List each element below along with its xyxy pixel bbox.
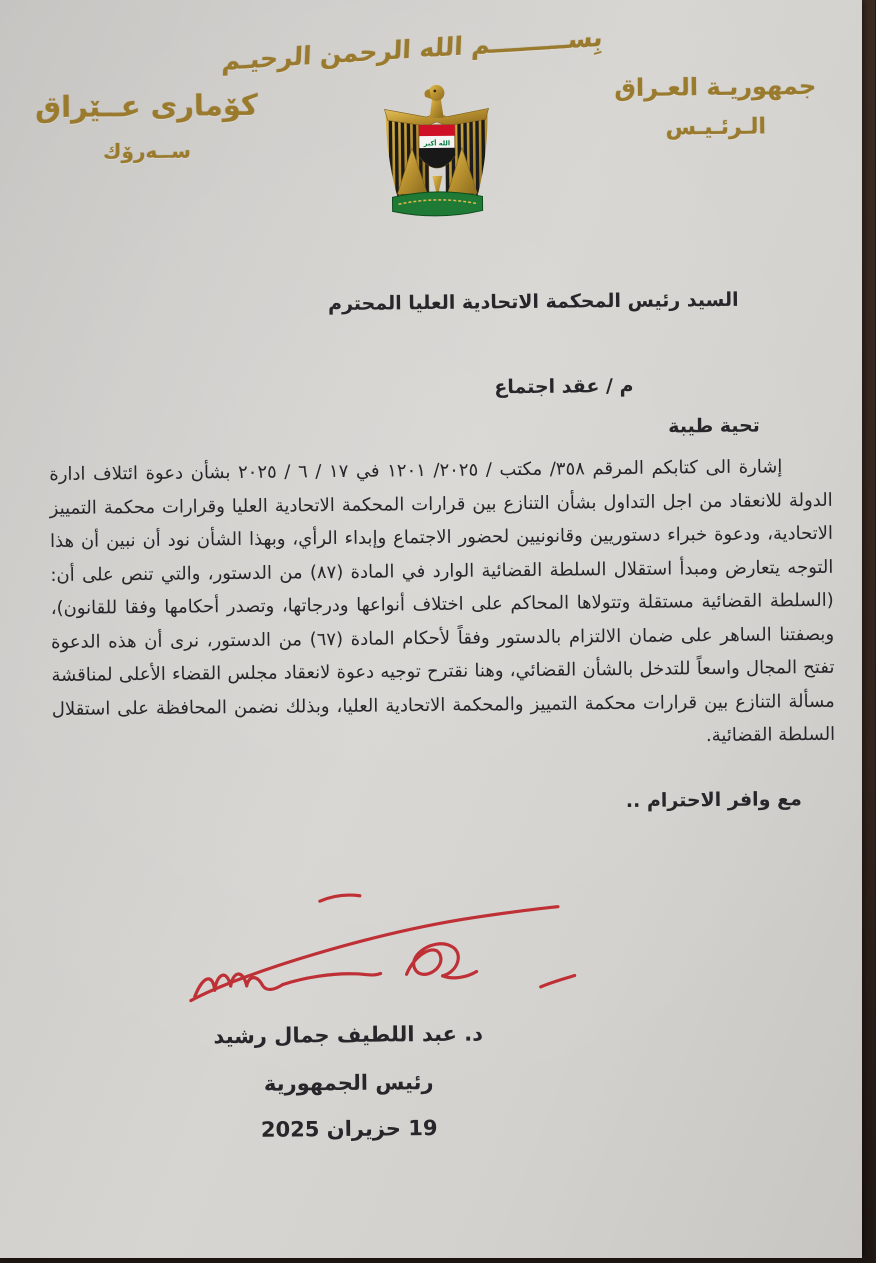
signatory-name: د. عبد اللطيف جمال رشيد	[214, 1021, 485, 1049]
header-kurdish-block	[22, 88, 273, 165]
president-signature-ink	[175, 886, 588, 1022]
kurdish-republic-of-iraq: كۆمارى عــێراق	[36, 87, 259, 125]
flag-shield	[420, 125, 456, 168]
letter-date: 19 حزيران 2025	[261, 1115, 439, 1142]
signatory-title: رئيس الجمهورية	[264, 1069, 435, 1096]
letter-body: إشارة الى كتابكم المرقم ٣٥٨/ مكتب / ٢٠٢٥/ ١٢٠١ في ١٧ / ٦ / ٢٠٢٥ بشأن دعوة ائتلاف ادارة الدولة للانعقاد من اجل التداول بشأن التنازع بين قرارات المحكمة الاتحادية العليا وقرارات محكمة التمييز الاتحادية، ودعوة خبراء دستوريين وقانونيين لحضور الاجتماع وإبداء الرأي، وبهذا الشأن نود أن نبين أن هذا التوجه يتعارض ومبدأ استقلال السلطة القضائية الوارد في المادة (٨٧) من الدستور، والتي تنص على أن: (السلطة القضائية مستقلة وتتولاها المحاكم على اختلاف أنواعها ودرجاتها، وتصدر أحكامها وفقا للقانون)، وبصفتنا الساهر على ضمان الالتزام بالدستور وفقاً لأحكام المادة (٦٧) من الدستور، نرى أن هذه الدعوة تفتح المجال واسعاً للتدخل بالشأن القضائي، وهنا نقترح توجيه دعوة لانعقاد مجلس القضاء الأعلى لمناقشة مسألة التنازع بين قرارات محكمة التمييز والمحكمة الاتحادية العليا، وبذلك نضمن المحافظة على استقلال السلطة القضائية.	[50, 456, 837, 747]
iraq-coat-of-arms-icon	[380, 79, 496, 230]
emblem-base	[393, 191, 483, 216]
arabic-president: الـرئـيـس	[666, 114, 768, 141]
closing-line: مع وافر الاحترام ..	[626, 788, 803, 812]
kurdish-president: ســەرۆك	[103, 138, 192, 164]
addressee-line: السيد رئيس المحكمة الاتحادية العليا المحترم	[328, 288, 740, 316]
header-arabic-block	[586, 72, 847, 142]
eagle-head	[425, 85, 445, 118]
greeting-line: تحية طيبة	[669, 414, 762, 438]
takbir-text: الله أكبر	[424, 139, 452, 148]
subject-line: م / عقد اجتماع	[495, 374, 635, 399]
arabic-republic-of-iraq: جمهوريـة العـراق	[615, 71, 818, 103]
basmala-calligraphy: بِســـــــــم الله الرحمن الرحيـم	[222, 22, 605, 76]
